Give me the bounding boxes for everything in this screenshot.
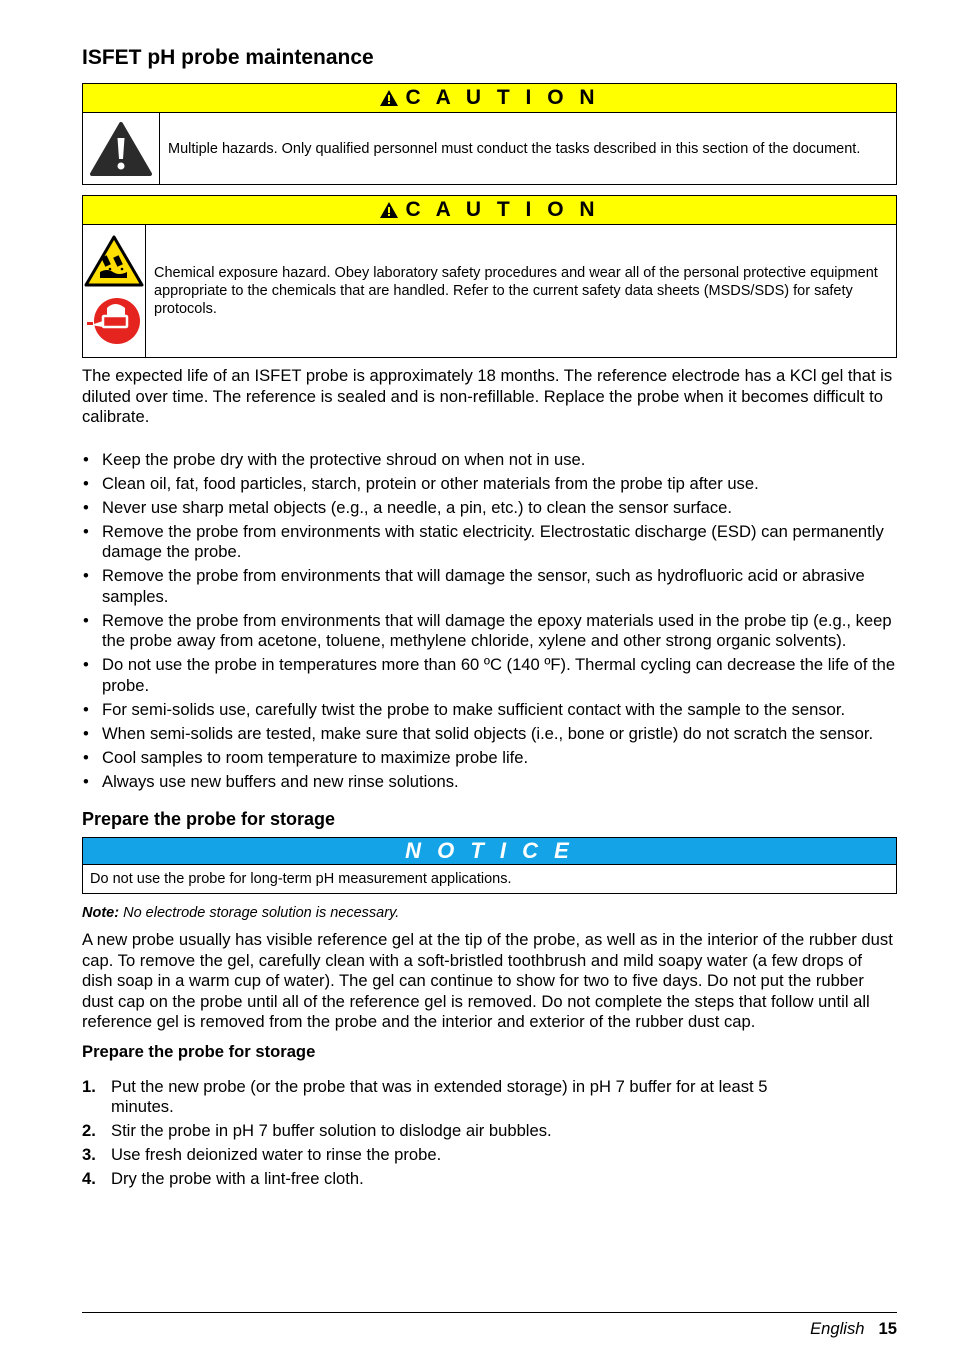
document-page xyxy=(82,44,897,1193)
notice-header: N O T I C E xyxy=(83,838,896,865)
procedure-step: 1. Put the new probe (or the probe that was in extended storage) in pH 7 buffer for at least 5 minutes. xyxy=(82,1076,768,1116)
list-item: • Remove the probe from environments with static electricity. Electrostatic discharge (ESD) can permanently damage the probe. xyxy=(82,522,897,563)
caution-box-chemical xyxy=(82,195,897,358)
note-text: No electrode storage solution is necessary. xyxy=(119,905,400,921)
warning-triangle-icon xyxy=(379,89,399,107)
list-item: • Remove the probe from environments that will damage the epoxy materials used in the probe tip (e.g., keep the probe away from acetone, toluene, methylene chloride, xylene and other strong organic solvents). xyxy=(82,611,897,652)
caution-header xyxy=(83,84,896,113)
list-item: • For semi-solids use, carefully twist the probe to make sufficient contact with the sample to the sensor. xyxy=(82,700,897,721)
note-line xyxy=(82,904,897,922)
page-footer xyxy=(82,1312,897,1339)
corrosive-hazard-icon xyxy=(83,234,145,288)
procedure-step: 4. Dry the probe with a lint-free cloth. xyxy=(82,1169,364,1188)
list-item: • Keep the probe dry with the protective shroud on when not in use. xyxy=(82,450,897,471)
maintenance-bullet-list xyxy=(82,450,897,793)
notice-box xyxy=(82,837,897,894)
list-item: • Cool samples to room temperature to maximize probe life. xyxy=(82,748,897,769)
list-item: • Do not use the probe in temperatures more than 60 ºC (140 ºF). Thermal cycling can decrease the life of the probe. xyxy=(82,655,897,696)
procedure-step: 3. Use fresh deionized water to rinse the probe. xyxy=(82,1145,442,1164)
face-shield-ppe-icon xyxy=(87,294,141,348)
list-item: • Clean oil, fat, food particles, starch, protein or other materials from the probe tip after use. xyxy=(82,474,897,495)
list-item: • When semi-solids are tested, make sure that solid objects (i.e., bone or gristle) do not scratch the sensor. xyxy=(82,724,897,745)
list-item: • Never use sharp metal objects (e.g., a needle, a pin, etc.) to clean the sensor surface. xyxy=(82,498,897,519)
section-heading: Prepare the probe for storage xyxy=(82,809,336,829)
general-hazard-icon xyxy=(89,121,153,177)
caution-text: Chemical exposure hazard. Obey laboratory safety procedures and wear all of the personal protective equipment appropriate to the chemicals that are handled. Refer to the current safety data sheets (MSDS/SDS) for safety protocols. xyxy=(154,265,878,317)
procedure-step: 2. Stir the probe in pH 7 buffer solution to dislodge air bubbles. xyxy=(82,1121,552,1140)
caution-header xyxy=(83,196,896,225)
notice-text: Do not use the probe for long-term pH measurement applications. xyxy=(90,871,512,887)
intro-paragraph: The expected life of an ISFET probe is approximately 18 months. The reference electrode has a KCl gel that is diluted over time. The reference is sealed and is non-refillable. Replace the probe when it becomes difficult to calibrate. xyxy=(82,366,893,426)
list-item: • Remove the probe from environments that will damage the sensor, such as hydrofluoric acid or abrasive samples. xyxy=(82,566,897,607)
warning-triangle-icon xyxy=(379,201,399,219)
caution-text: Multiple hazards. Only qualified personnel must conduct the tasks described in this section of the document. xyxy=(168,140,861,157)
list-item: • Always use new buffers and new rinse solutions. xyxy=(82,772,897,793)
storage-paragraph: A new probe usually has visible reference gel at the tip of the probe, as well as in the interior of the rubber dust cap. To remove the gel, carefully clean with a soft-bristled toothbrush and mild soapy water (a few drops of dish soap in a warm cup of water). The gel can continue to show for two to five days. Do not put the rubber dust cap on the probe until all of the reference gel is removed. Do not complete the steps that follow until all reference gel is removed from the probe and the interior and exterior of the rubber dust cap. xyxy=(82,930,893,1031)
caution-label: C A U T I O N xyxy=(405,198,600,221)
page-number: 15 xyxy=(878,1319,897,1338)
procedure-step-list xyxy=(82,1077,897,1190)
procedure-heading: Prepare the probe for storage xyxy=(82,1041,316,1061)
note-label: Note: xyxy=(82,905,120,921)
caution-box-general xyxy=(82,83,897,185)
hazard-icon-cell xyxy=(83,113,160,184)
hazard-icon-cell xyxy=(83,225,146,357)
page-title: ISFET pH probe maintenance xyxy=(82,46,374,69)
footer-language: English xyxy=(810,1319,865,1338)
caution-label: C A U T I O N xyxy=(405,86,600,109)
